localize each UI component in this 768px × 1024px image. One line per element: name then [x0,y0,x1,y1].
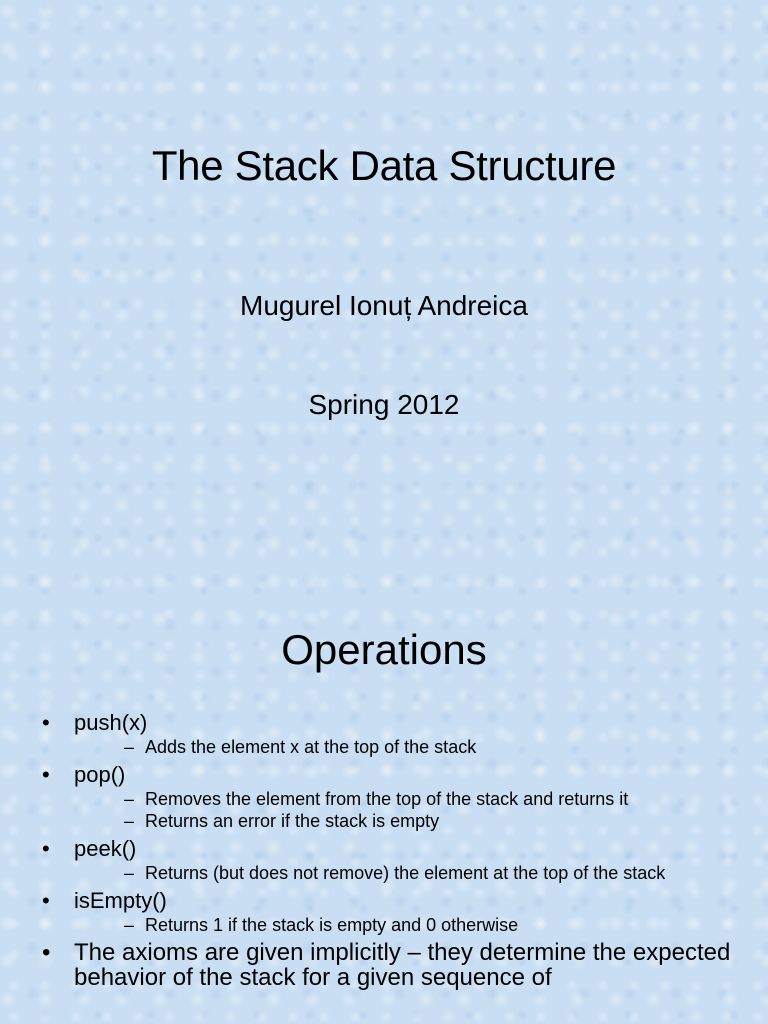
author-name: Mugurel Ionuț Andreica [240,290,528,321]
sub-list [74,863,738,884]
sub-item: – Returns an error if the stack is empty [74,811,738,832]
sub-list [74,737,738,758]
bullet-item [38,940,738,990]
bullet-item [38,888,738,936]
operations-list [38,710,738,990]
sub-list [74,915,738,936]
operations-slide [0,576,768,1024]
bullet-item [38,710,738,758]
bullet-item [38,836,738,884]
sub-item: – Returns 1 if the stack is empty and 0 otherwise [74,915,738,936]
bullet-text: peek() [74,836,137,861]
sub-item: – Adds the element x at the top of the stack [74,737,738,758]
bullet-text: push(x) [74,710,148,735]
sub-list [74,789,738,832]
bullet-item [38,762,738,832]
bullet-text: pop() [74,762,126,787]
bullet-text: isEmpty() [74,888,167,913]
bullet-text: The axioms are given implicitly – they determine the expected behavior of the stack for a given sequence of [74,939,731,991]
sub-item: – Removes the element from the top of the stack and returns it [74,789,738,810]
slide-title: The Stack Data Structure [151,142,617,189]
slide-heading: Operations [281,626,487,673]
presentation-date: Spring 2012 [308,389,460,420]
sub-item: – Returns (but does not remove) the element at the top of the stack [74,863,738,884]
